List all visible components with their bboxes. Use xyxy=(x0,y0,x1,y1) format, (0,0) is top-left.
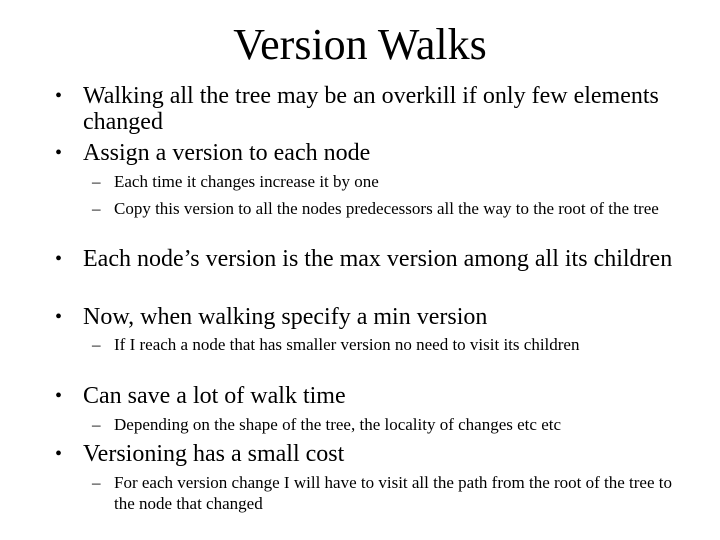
dash-marker: – xyxy=(92,335,101,354)
sub-bullet-text: For each version change I will have to visit all the path from the root of the tree to the node that changed xyxy=(114,473,672,513)
sub-bullet-item xyxy=(92,198,682,219)
sub-bullet-text: Copy this version to all the nodes predecessors all the way to the root of the tree xyxy=(114,199,659,218)
sub-bullet-text: Each time it changes increase it by one xyxy=(114,172,379,191)
sub-bullet-item xyxy=(92,334,682,355)
bullet-item xyxy=(55,304,675,330)
bullet-item xyxy=(55,246,675,272)
sub-bullet-item xyxy=(92,414,682,435)
dash-marker: – xyxy=(92,172,101,191)
bullet-text: Now, when walking specify a min version xyxy=(83,304,488,330)
bullet-marker: • xyxy=(55,248,63,270)
slide-title: Version Walks xyxy=(233,20,487,69)
bullet-text: Versioning has a small cost xyxy=(83,441,345,467)
bullet-item xyxy=(55,441,675,467)
sub-bullet-text: Depending on the shape of the tree, the locality of changes etc etc xyxy=(114,415,562,434)
bullet-item xyxy=(55,83,675,135)
dash-marker: – xyxy=(92,415,101,434)
bullet-text: Each node’s version is the max version among all its children xyxy=(83,246,673,272)
sub-bullet-text: If I reach a node that has smaller version no need to visit its children xyxy=(114,335,580,354)
bullet-item xyxy=(55,383,675,409)
sub-bullet-item xyxy=(92,171,682,192)
dash-marker: – xyxy=(92,473,101,492)
bullet-item xyxy=(55,140,675,166)
bullet-text: Walking all the tree may be an overkill if only few elements changed xyxy=(83,83,659,135)
dash-marker: – xyxy=(92,199,101,218)
bullet-text: Can save a lot of walk time xyxy=(83,383,346,409)
bullet-marker: • xyxy=(55,85,63,107)
bullet-text: Assign a version to each node xyxy=(83,140,371,166)
sub-bullet-item xyxy=(92,472,682,514)
bullet-marker: • xyxy=(55,306,63,328)
bullet-marker: • xyxy=(55,142,63,164)
bullet-marker: • xyxy=(55,443,63,465)
bullet-marker: • xyxy=(55,385,63,407)
